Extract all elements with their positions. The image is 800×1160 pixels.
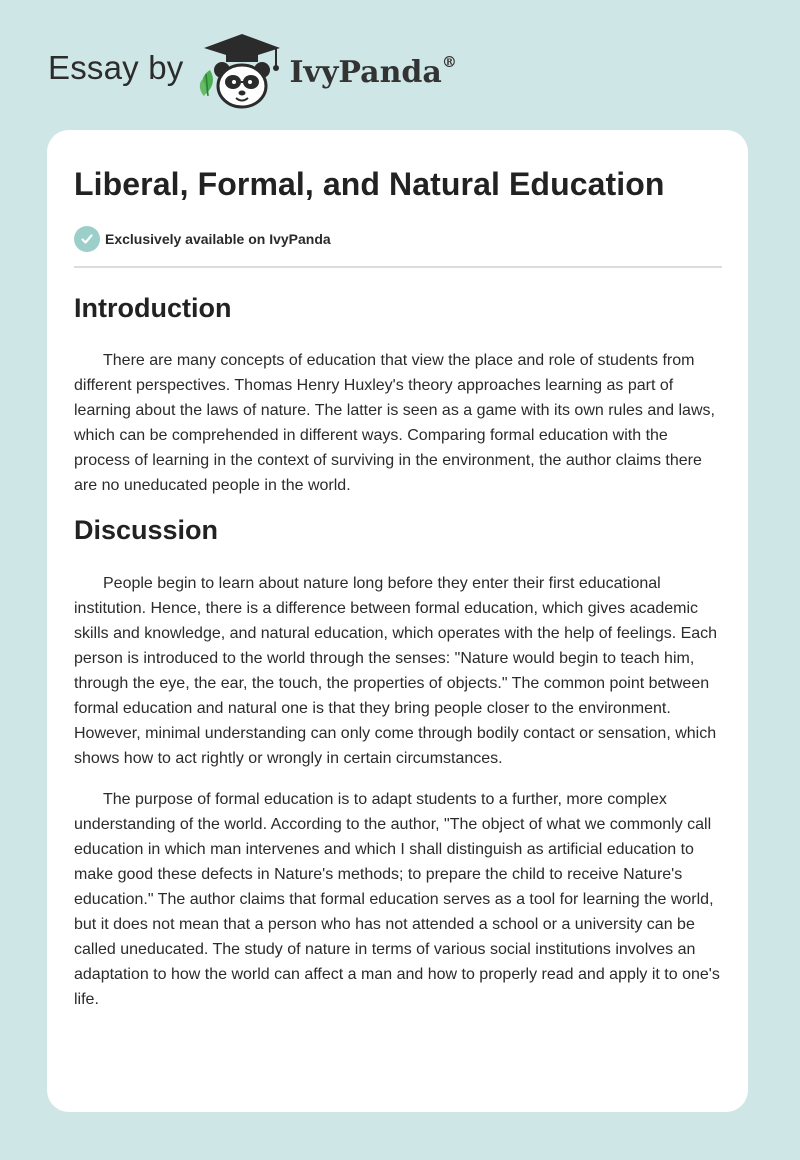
exclusive-badge xyxy=(74,224,722,254)
exclusive-badge-text: Exclusively available on IvyPanda xyxy=(105,231,331,247)
page-title: Liberal, Formal, and Natural Education xyxy=(74,166,665,202)
paragraph: There are many concepts of education that view the place and role of students from different perspectives. Thomas Henry Huxley's theory approaches learning as part of learning about the laws of nature. The latter is seen as a game with its own rules and laws, which can be comprehended in different ways. Comparing formal education with the process of learning in the context of surviving in the environment, the author claims there are no uneducated people in the world. xyxy=(74,352,715,494)
section-heading-introduction: Introduction xyxy=(74,293,232,323)
essay-card xyxy=(47,130,748,1112)
brand-name[interactable] xyxy=(289,52,457,90)
paragraph: People begin to learn about nature long before they enter their first educational institution. Hence, there is a difference between formal education, which gives academic skills and knowledge, and natural education, which operates with the help of feelings. Each person is introduced to the world through the senses: "Nature would begin to teach him, through the eye, the ear, the touch, the properties of objects." The common point between formal education and natural one is that they bring people closer to the environment. However, minimal understanding can only come through bodily contact or sensation, which shows how to act rightly or wrongly in certain circumstances. xyxy=(74,575,718,767)
essay-content xyxy=(47,130,748,1012)
section-heading-discussion: Discussion xyxy=(74,515,219,545)
check-circle-icon xyxy=(74,226,100,252)
brand-text[interactable]: IvyPanda xyxy=(289,54,442,90)
site-header xyxy=(48,30,457,110)
paragraph: The purpose of formal education is to adapt students to a further, more complex understanding of the world. According to the author, "The object of what we commonly call education in which man intervenes and which I shall distinguish as artificial education to make good these defects in Nature's methods; to prepare the child to receive Nature's education." The author claims that formal education serves as a tool for learning the world, but it does not mean that a person who has not attended a school or a university can be called uneducated. The study of nature in terms of various social institutions involves an adaptation to how the world can affect a man and how to properly read and apply it to one's life. xyxy=(74,791,720,1008)
essay-by-label: Essay by xyxy=(48,49,184,86)
panda-logo-icon[interactable] xyxy=(196,30,288,110)
title-divider xyxy=(74,266,722,268)
registered-mark: ® xyxy=(441,52,457,71)
